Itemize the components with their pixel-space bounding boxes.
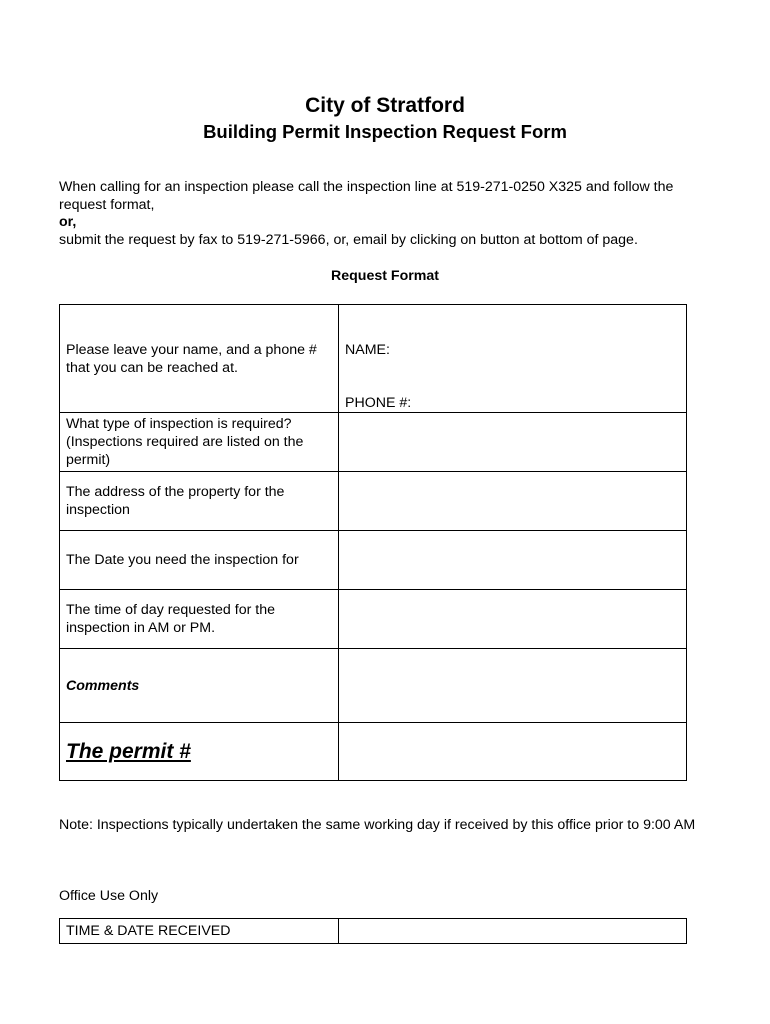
permit-number-label: The permit # xyxy=(66,740,191,763)
inspection-type-prompt: What type of inspection is required? (Inspections required are listed on the permit) xyxy=(66,416,304,468)
received-field[interactable] xyxy=(339,919,687,944)
table-row xyxy=(60,413,687,472)
permit-label-cell xyxy=(60,723,339,781)
office-use-heading: Office Use Only xyxy=(59,888,159,904)
address-prompt: The address of the property for the inspection xyxy=(66,484,285,518)
intro-or: or, xyxy=(59,214,77,231)
permit-number-field[interactable] xyxy=(339,723,687,781)
date-field[interactable] xyxy=(339,531,687,590)
address-prompt-cell xyxy=(60,472,339,531)
date-prompt-cell xyxy=(60,531,339,590)
table-row xyxy=(60,590,687,649)
name-prompt-cell xyxy=(60,305,339,413)
comments-label-cell xyxy=(60,649,339,723)
form-subtitle: Building Permit Inspection Request Form xyxy=(203,121,567,142)
name-prompt: Please leave your name, and a phone # that you can be reached at. xyxy=(66,342,317,376)
received-label: TIME & DATE RECEIVED xyxy=(60,919,339,944)
intro-line-phone: When calling for an inspection please call the inspection line at 519-271-0250 X325 and follow the request format, xyxy=(59,179,674,213)
comments-field[interactable] xyxy=(339,649,687,723)
table-row xyxy=(60,919,687,944)
table-row xyxy=(60,305,687,413)
table-row xyxy=(60,531,687,590)
date-prompt: The Date you need the inspection for xyxy=(66,552,299,568)
table-row xyxy=(60,472,687,531)
note-text: Note: Inspections typically undertaken the same working day if received by this office prior to 9:00 AM xyxy=(59,817,696,833)
phone-label: PHONE #: xyxy=(345,395,412,411)
office-use-table xyxy=(59,918,687,944)
intro-line-fax: submit the request by fax to 519-271-5966, or, email by clicking on button at bottom of page. xyxy=(59,231,638,248)
inspection-type-prompt-cell xyxy=(60,413,339,472)
page-title: City of Stratford xyxy=(305,94,465,117)
address-field[interactable] xyxy=(339,472,687,531)
name-label: NAME: xyxy=(345,342,390,358)
table-row xyxy=(60,723,687,781)
request-format-heading: Request Format xyxy=(331,268,439,284)
intro-paragraph xyxy=(59,179,709,249)
request-form-table xyxy=(59,304,687,781)
time-field[interactable] xyxy=(339,590,687,649)
inspection-type-field[interactable] xyxy=(339,413,687,472)
name-phone-cell[interactable] xyxy=(339,305,687,413)
comments-label: Comments xyxy=(66,678,140,694)
time-prompt-cell xyxy=(60,590,339,649)
time-prompt: The time of day requested for the inspection in AM or PM. xyxy=(66,602,275,636)
table-row xyxy=(60,649,687,723)
